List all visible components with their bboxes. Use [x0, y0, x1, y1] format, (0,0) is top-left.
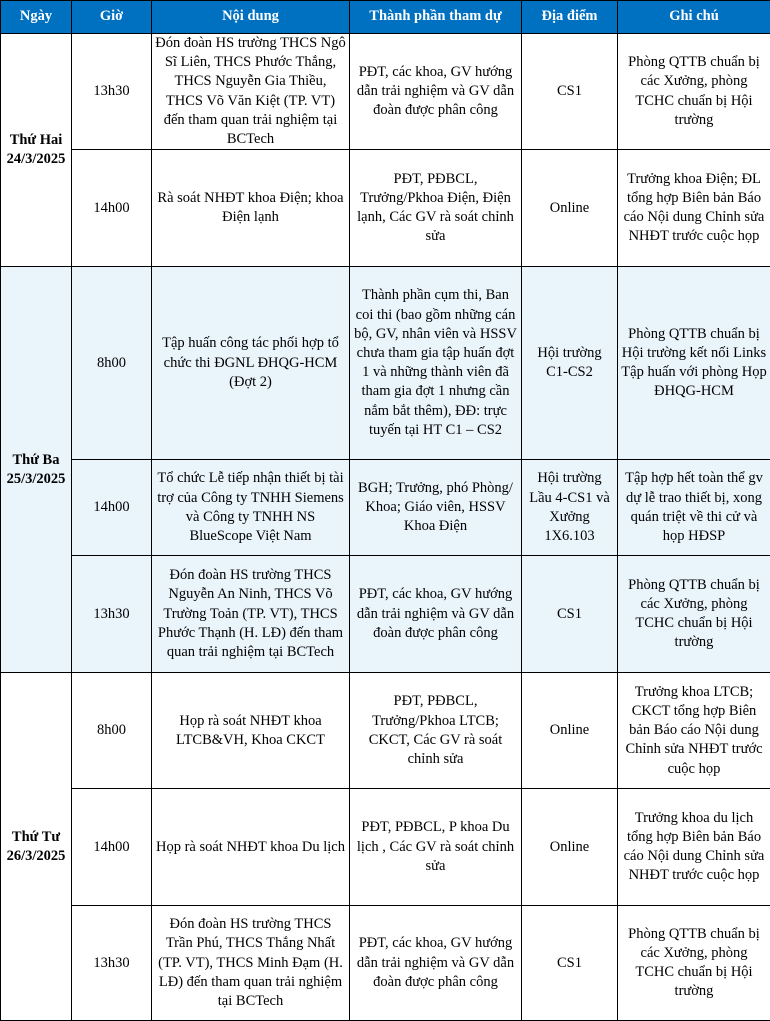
event-content: Họp rà soát NHĐT khoa Du lịch: [152, 789, 350, 906]
event-note: Trưởng khoa Điện; ĐL tổng hợp Biên bản Báo cáo Nội dung Chỉnh sửa NHĐT trước cuộc họp: [618, 150, 770, 267]
event-participants: PĐT, các khoa, GV hướng dẫn trải nghiệm và GV dẫn đoàn được phân công: [350, 906, 522, 1021]
event-participants: PĐT, PĐBCL, P khoa Du lịch , Các GV rà soát chỉnh sửa: [350, 789, 522, 906]
day-cell: [1, 267, 72, 673]
event-note: Phòng QTTB chuẩn bị các Xưởng, phòng TCHC chuẩn bị Hội trường: [618, 34, 770, 150]
table-header: [1, 1, 770, 34]
event-time: 14h00: [72, 150, 152, 267]
event-note: Phòng QTTB chuẩn bị các Xưởng, phòng TCHC chuẩn bị Hội trường: [618, 906, 770, 1021]
event-time: 8h00: [72, 673, 152, 789]
event-location: Online: [522, 789, 618, 906]
header-time: Giờ: [72, 1, 152, 34]
event-content: Rà soát NHĐT khoa Điện; khoa Điện lạnh: [152, 150, 350, 267]
table-row: [1, 906, 770, 1021]
header-content: Nội dung: [152, 1, 350, 34]
day-group-tuesday: [1, 267, 770, 673]
event-note: Tập hợp hết toàn thể gv dự lễ trao thiết bị, xong quán triệt về thi cử và họp HĐSP: [618, 460, 770, 556]
table-row: [1, 150, 770, 267]
day-date: 25/3/2025: [6, 470, 66, 487]
event-location: Hội trường Lầu 4-CS1 và Xưởng 1X6.103: [522, 460, 618, 556]
event-location: CS1: [522, 556, 618, 673]
day-cell: [1, 673, 72, 1021]
event-participants: PĐT, các khoa, GV hướng dẫn trải nghiệm và GV dẫn đoàn được phân công: [350, 556, 522, 673]
event-time: 13h30: [72, 556, 152, 673]
event-time: 13h30: [72, 34, 152, 150]
event-note: Trưởng khoa du lịch tổng hợp Biên bản Báo cáo Nội dung Chỉnh sửa NHĐT trước cuộc họp: [618, 789, 770, 906]
event-participants: PĐT, PĐBCL, Trưởng/Pkhoa LTCB; CKCT, Các GV rà soát chỉnh sửa: [350, 673, 522, 789]
day-group-monday: [1, 34, 770, 267]
event-time: 13h30: [72, 906, 152, 1021]
day-date: 24/3/2025: [6, 151, 66, 168]
event-participants: PĐT, các khoa, GV hướng dẫn trải nghiệm và GV dẫn đoàn được phân công: [350, 34, 522, 150]
table-row: [1, 267, 770, 460]
event-participants: Thành phần cụm thi, Ban coi thi (bao gồm những cán bộ, GV, nhân viên và HSSV chưa tham gia tập huấn đợt 1 và những thành viên đã tham gia đợt 1 nhưng cần nắm bắt thêm), ĐĐ: trực tuyến tại HT C1 – CS2: [350, 267, 522, 460]
event-content: Họp rà soát NHĐT khoa LTCB&VH, Khoa CKCT: [152, 673, 350, 789]
event-content: Đón đoàn HS trường THCS Ngô Sĩ Liên, THCS Phước Thắng, THCS Nguyễn Gia Thiều, THCS Võ Văn Kiệt (TP. VT) đến tham quan trải nghiệm tại BCTech: [152, 34, 350, 150]
day-name: Thứ Hai: [9, 131, 63, 148]
event-participants: BGH; Trưởng, phó Phòng/ Khoa; Giáo viên, HSSV Khoa Điện: [350, 460, 522, 556]
event-content: Đón đoàn HS trường THCS Nguyễn An Ninh, THCS Võ Trường Toản (TP. VT), THCS Phước Thạnh (H. LĐ) đến tham quan trải nghiệm tại BCTech: [152, 556, 350, 673]
event-location: Hội trường C1-CS2: [522, 267, 618, 460]
table-row: [1, 460, 770, 556]
day-name: Thứ Ba: [12, 451, 60, 468]
header-location: Địa điểm: [522, 1, 618, 34]
event-note: Phòng QTTB chuẩn bị các Xưởng, phòng TCHC chuẩn bị Hội trường: [618, 556, 770, 673]
event-time: 14h00: [72, 789, 152, 906]
event-content: Tập huấn công tác phối hợp tổ chức thi ĐGNL ĐHQG-HCM (Đợt 2): [152, 267, 350, 460]
event-note: Phòng QTTB chuẩn bị Hội trường kết nối Links Tập huấn với phòng Họp ĐHQG-HCM: [618, 267, 770, 460]
event-participants: PĐT, PĐBCL, Trưởng/Pkhoa Điện, Điện lạnh, Các GV rà soát chỉnh sửa: [350, 150, 522, 267]
event-time: 8h00: [72, 267, 152, 460]
event-location: CS1: [522, 34, 618, 150]
event-location: Online: [522, 150, 618, 267]
event-location: Online: [522, 673, 618, 789]
day-name: Thứ Tư: [11, 828, 61, 845]
header-note: Ghi chú: [618, 1, 770, 34]
header-day: Ngày: [1, 1, 72, 34]
table-row: [1, 556, 770, 673]
table-row: [1, 34, 770, 150]
day-cell: [1, 34, 72, 267]
event-note: Trưởng khoa LTCB; CKCT tổng hợp Biên bản Báo cáo Nội dung Chỉnh sửa NHĐT trước cuộc họp: [618, 673, 770, 789]
header-participants: Thành phần tham dự: [350, 1, 522, 34]
day-date: 26/3/2025: [6, 847, 66, 864]
event-time: 14h00: [72, 460, 152, 556]
event-content: Tổ chức Lễ tiếp nhận thiết bị tài trợ của Công ty TNHH Siemens và Công ty TNHH NS BlueScope Việt Nam: [152, 460, 350, 556]
table-row: [1, 673, 770, 789]
table-row: [1, 789, 770, 906]
day-group-wednesday: [1, 673, 770, 1021]
event-content: Đón đoàn HS trường THCS Trần Phú, THCS Thắng Nhất (TP. VT), THCS Minh Đạm (H. LĐ) đến tham quan trải nghiệm tại BCTech: [152, 906, 350, 1021]
event-location: CS1: [522, 906, 618, 1021]
